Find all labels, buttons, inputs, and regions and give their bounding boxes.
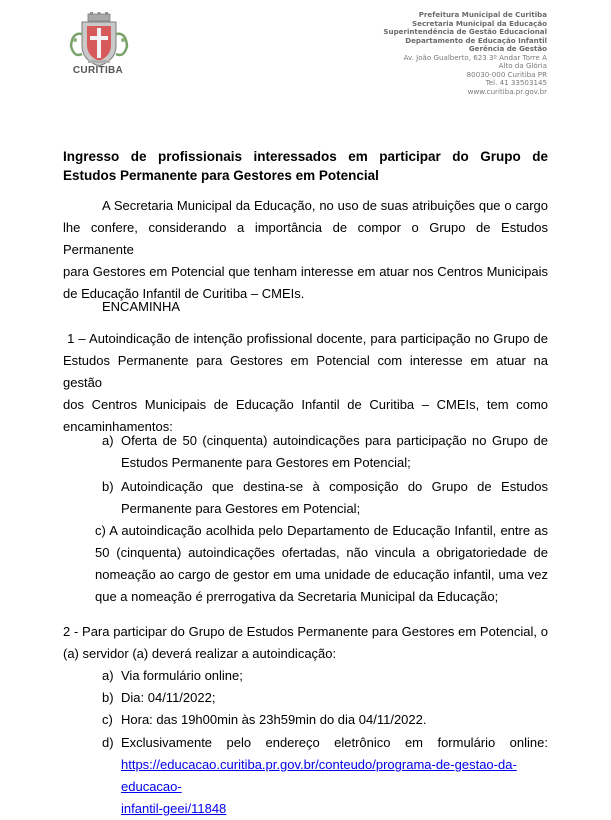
form-link-continued[interactable]: infantil-geei/11848 xyxy=(121,801,227,816)
title-line: Estudos Permanente para Gestores em Potencial xyxy=(63,168,379,183)
text-line: Estudos Permanente para Gestores em Potencial com interesse em atuar na gestão xyxy=(63,353,548,390)
text-line: 50 (cinquenta) autoindicações ofertadas, não vincula a obrigatoriedade de xyxy=(95,545,548,560)
letterhead-line: Departamento de Educação Infantil xyxy=(405,35,547,45)
list-item-c xyxy=(95,520,548,608)
letterhead-line: Tel. 41 33503145 xyxy=(485,78,547,87)
letterhead-line: Gerência de Gestão xyxy=(468,44,547,53)
encaminha-heading: ENCAMINHA xyxy=(102,299,181,314)
text-line: 2 - Para participar do Grupo de Estudos Permanente para Gestores em Potencial, o xyxy=(63,624,548,639)
list-item xyxy=(102,665,548,687)
text-line: c) A autoindicação acolhida pelo Departamento de Educação Infantil, entre as xyxy=(95,523,548,538)
letterhead-line: Alto da Glória xyxy=(498,61,547,70)
list-item xyxy=(102,476,548,520)
list-marker: a) xyxy=(102,668,114,683)
list-marker: b) xyxy=(102,479,114,494)
text-line: lhe confere, considerando a importância de compor o Grupo de Estudos Permanente xyxy=(63,220,548,257)
text-line: Permanente para Gestores em Potencial; xyxy=(121,501,361,516)
list-item xyxy=(102,732,548,816)
text-line: que a nomeação é prerrogativa da Secretaria Municipal da Educação; xyxy=(95,589,499,604)
title-line: Ingresso de profissionais interessados em participar do Grupo de xyxy=(63,149,548,164)
letterhead-line: Av. João Gualberto, 623 3º Andar Torre A xyxy=(403,52,547,62)
list-item xyxy=(102,709,548,731)
text-line: Oferta de 50 (cinquenta) autoindicações para participação no Grupo de xyxy=(121,433,548,448)
list-item-text: Dia: 04/11/2022; xyxy=(121,690,216,705)
letterhead-line: Prefeitura Municipal de Curitiba xyxy=(418,10,547,19)
letterhead-line: 80030-000 Curitiba PR xyxy=(466,69,547,79)
list-marker: c) xyxy=(102,712,113,727)
form-link[interactable]: https://educacao.curitiba.pr.gov.br/conteudo/programa-de-gestao-da-educacao- xyxy=(121,757,517,794)
list-marker: a) xyxy=(102,433,114,448)
text-line: nomeação ao cargo de gestor em uma unidade de educação infantil, uma vez xyxy=(95,567,548,582)
text-line: dos Centros Municipais de Educação Infantil de Curitiba – CMEIs, tem como xyxy=(63,397,548,412)
list-item-text: Via formulário online; xyxy=(121,668,243,683)
list-item-text: Hora: das 19h00min às 23h59min do dia 04/11/2022. xyxy=(121,712,427,727)
list-item xyxy=(102,430,548,474)
letterhead-line: Secretaria Municipal da Educação xyxy=(412,18,547,28)
text-line: (a) servidor (a) deverá realizar a autoindicação: xyxy=(63,646,337,661)
letterhead-address xyxy=(383,11,547,96)
letterhead-line: www.curitiba.pr.gov.br xyxy=(467,86,547,96)
intro-paragraph xyxy=(63,195,548,305)
text-line: encaminhamentos: xyxy=(63,419,173,434)
section-2-paragraph xyxy=(63,621,548,665)
text-line: Autoindicação que destina-se à composição do Grupo de Estudos xyxy=(121,479,548,494)
list-item-text: Exclusivamente pelo endereço eletrônico em formulário online: xyxy=(121,735,548,750)
text-line: Estudos Permanente para Gestores em Potencial; xyxy=(121,455,411,470)
document-title xyxy=(63,147,548,185)
logo-city-name: CURITIBA xyxy=(72,65,124,76)
text-line: 1 – Autoindicação de intenção profissional docente, para participação no Grupo de xyxy=(63,331,548,346)
list-marker: b) xyxy=(102,690,114,705)
section-1-paragraph xyxy=(63,328,548,438)
list-marker: d) xyxy=(102,735,114,750)
text-line: de Educação Infantil de Curitiba – CMEIs. xyxy=(63,286,305,301)
text-line: A Secretaria Municipal da Educação, no uso de suas atribuições que o cargo xyxy=(102,198,548,213)
text-line: para Gestores em Potencial que tenham interesse em atuar nos Centros Municipais xyxy=(63,264,548,279)
letterhead-line: Superintendência de Gestão Educacional xyxy=(383,27,547,36)
list-item xyxy=(102,687,548,709)
